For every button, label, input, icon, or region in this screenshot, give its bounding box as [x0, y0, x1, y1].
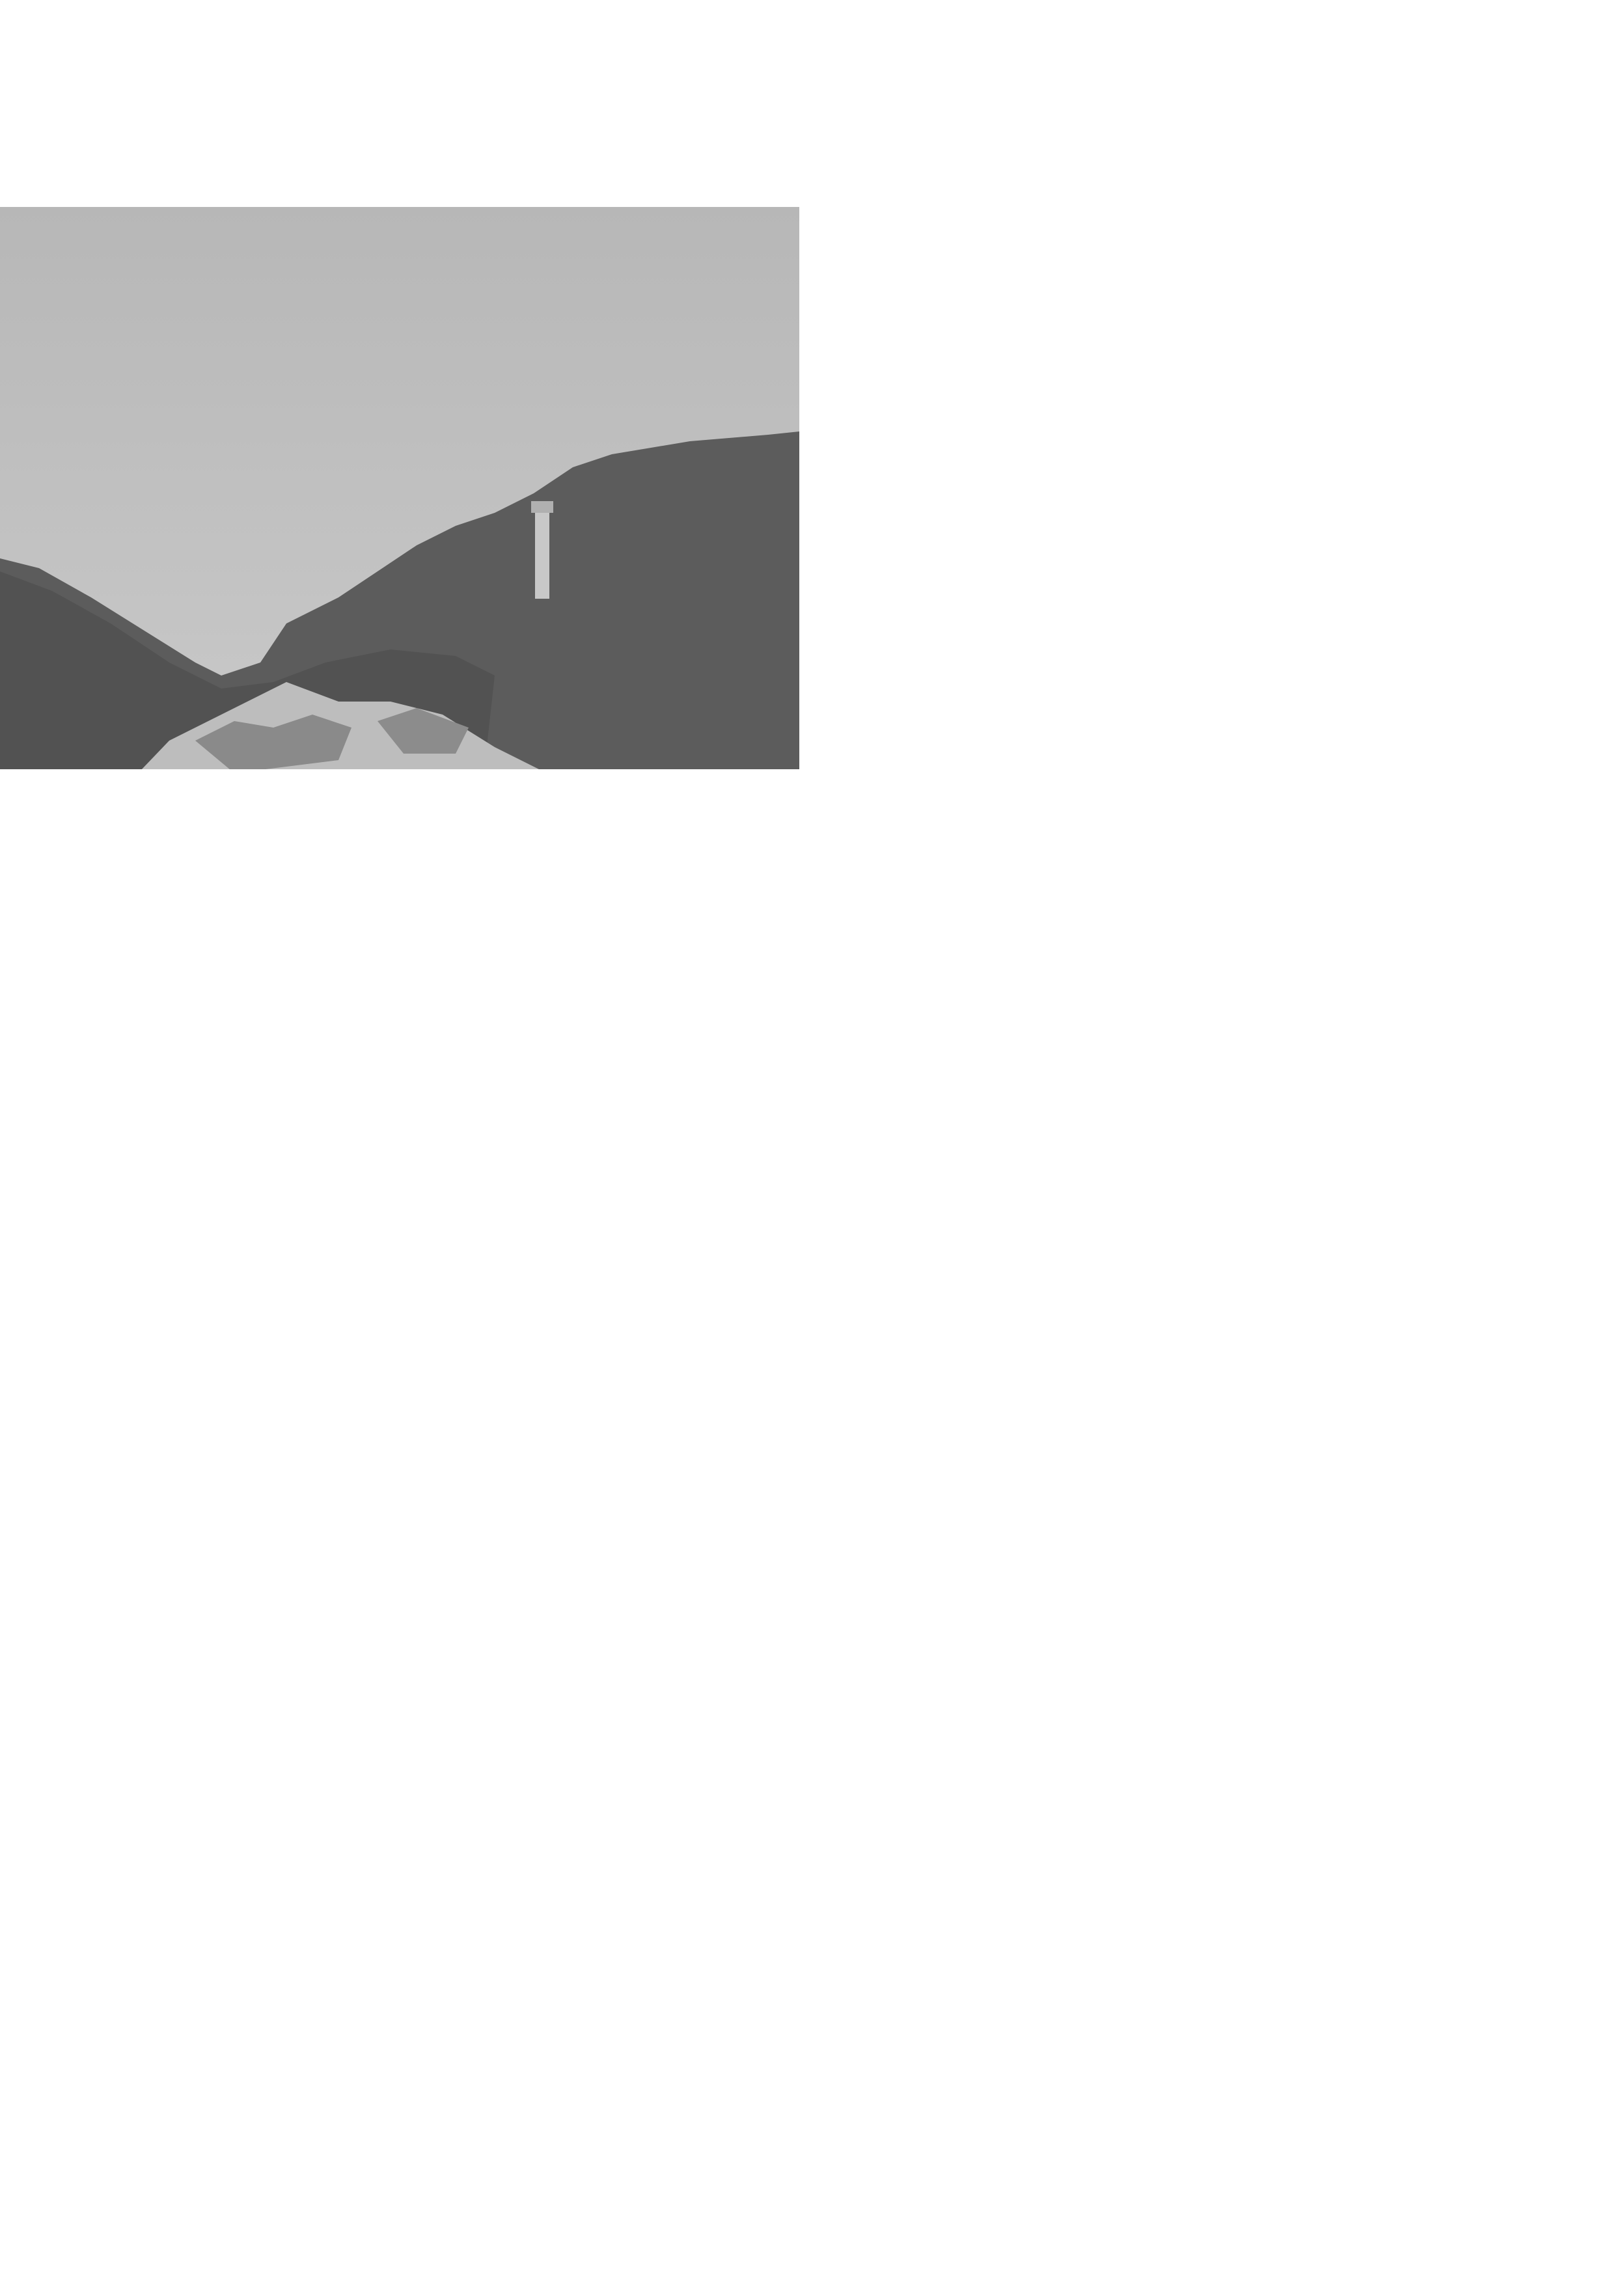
photo-pulau-rimau: [0, 207, 799, 769]
lighthouse-photo-illustration: [0, 207, 799, 769]
